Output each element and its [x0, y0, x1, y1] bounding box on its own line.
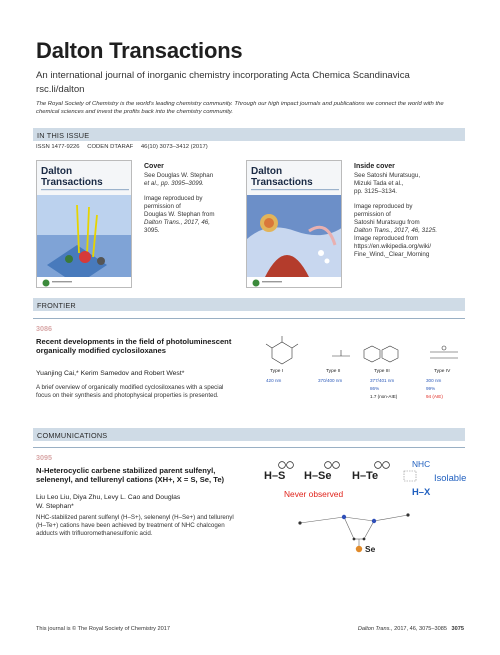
journal-subtitle: An international journal of inorganic chemistry incorporating Acta Chemica Scandinavica [36, 70, 410, 81]
cover-image[interactable] [36, 160, 132, 288]
frontier-article-title[interactable]: Recent developments in the field of photoluminescent organically modified cyclosiloxanes [36, 337, 232, 356]
type-iii-value: 377/401 nm [370, 378, 395, 383]
frontier-abstract: A brief overview of organically modified cyclosiloxanes with a special focus on their synthesis and photophysical properties is presented. [36, 384, 224, 399]
footer-volume-pages: 2017, 46, 3075–3085 [394, 626, 447, 632]
isolable-label: Isolable! [434, 472, 466, 483]
communications-divider [33, 447, 465, 448]
communications-page-number: 3095 [36, 453, 52, 462]
footer-copyright: This journal is © The Royal Society of Chemistry 2017 [36, 626, 170, 632]
cover-mini-title-2: Transactions [41, 177, 103, 188]
hse-label: H–Se [304, 470, 332, 482]
frontier-authors: Yuanjing Cai,* Kerim Samedov and Robert West* [36, 370, 185, 377]
communications-graphical-abstract [262, 455, 466, 563]
section-frontier: FRONTIER [33, 298, 465, 311]
rsc-blurb: The Royal Society of Chemistry is the world's leading chemistry community. Through our high impact journals and publications we connect the world with the chemical sciences and invest the profits back into the chemistry community. [36, 101, 444, 115]
inside-cover-mini-title-2: Transactions [251, 177, 313, 188]
inside-cover-text: See Satoshi Muratsugu, Mizuki Tada et al., pp. 3125–3134. Image reproduced by permission of Satoshi Muratsugu from Dalton Trans., 2017, 46, 3125. Image reproduced from https://en.wikipedia.org/wiki/ Fine_Wind,_Clear_Morning [354, 172, 438, 258]
hx-label: H–X [412, 486, 431, 497]
coden: CODEN DTARAF [87, 144, 134, 150]
cover-label: Cover [144, 163, 164, 170]
frontier-page-number: 3086 [36, 324, 52, 333]
footer-citation [358, 626, 464, 632]
journal-url[interactable]: rsc.li/dalton [36, 84, 85, 95]
type-i-label: Type I [270, 369, 284, 374]
type-iv-value: 300 nm [426, 378, 442, 383]
type-iii-rt: 1.7 (non-AIE) [370, 394, 398, 399]
cover-mini-title-1: Dalton [41, 166, 73, 177]
journal-title: Dalton Transactions [36, 38, 243, 63]
communications-authors: Liu Leo Liu, Diya Zhu, Levy L. Cao and Douglas W. Stephan* [36, 494, 181, 510]
footer-journal: Dalton Trans., [357, 626, 393, 632]
type-iii-qy: 86% [370, 386, 380, 391]
type-i-value: 420 nm [266, 378, 282, 383]
communications-abstract: NHC-stabilized parent sulfenyl (H–S+), selenenyl (H–Se+) and tellurenyl (H–Te+) cations have been achieved by treatment of NHC chalcogen adducts with trifluoromethanesulfonic acid. [36, 514, 234, 537]
communications-article-title[interactable]: N-Heterocyclic carbene stabilized parent sulfenyl, selenenyl, and tellurenyl cations (XH+, X = S, Se, Te) [36, 466, 225, 485]
nhc-label: NHC [412, 459, 431, 469]
type-ii-value: 370/400 nm [318, 378, 343, 383]
frontier-graphical-abstract [258, 334, 466, 406]
hs-label: H–S [264, 470, 286, 482]
issn: ISSN 1477-9226 [36, 144, 80, 150]
section-communications: COMMUNICATIONS [33, 428, 465, 441]
type-ii-label: Type II [326, 369, 341, 374]
cover-text: See Douglas W. Stephan et al., pp. 3095–3099. Image reproduced by permission of Douglas W. Stephan from Dalton Trans., 2017, 46, 3095. [144, 172, 215, 234]
type-iv-rt: 94 (AIE) [426, 394, 443, 399]
type-iv-label: Type IV [434, 369, 451, 374]
issn-line [36, 144, 208, 150]
hte-label: H–Te [352, 470, 379, 482]
se-label: Se [365, 544, 376, 554]
inside-cover-image[interactable] [246, 160, 342, 288]
inside-cover-mini-title-1: Dalton [251, 166, 283, 177]
section-in-this-issue: IN THIS ISSUE [33, 128, 465, 141]
inside-cover-label: Inside cover [354, 163, 395, 170]
type-iv-qy: 99% [426, 386, 436, 391]
volume: 46(10) 3073–3412 (2017) [140, 144, 208, 150]
never-observed-label: Never observed [284, 489, 344, 499]
frontier-divider [33, 318, 465, 319]
type-iii-label: Type III [374, 369, 390, 374]
footer-page-number: 3075 [451, 626, 464, 632]
